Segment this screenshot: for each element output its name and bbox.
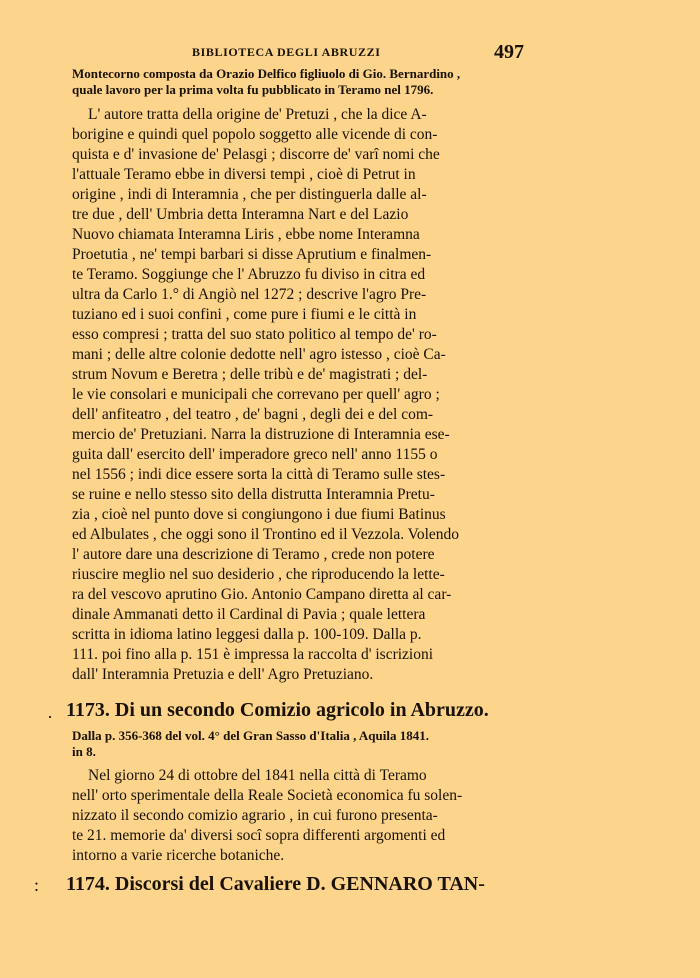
paragraph-line: ed Albulates , che oggi sono il Trontino ed il Vezzola. Volendo: [72, 526, 460, 543]
paragraph-line: Proetutia , ne' tempi barbari si disse Aprutium e finalmen-: [72, 246, 432, 263]
entry-source-line: in 8.: [72, 744, 96, 759]
running-head: BIBLIOTECA DEGLI ABRUZZI: [192, 45, 381, 59]
entry-1174-heading: [66, 872, 485, 896]
paragraph-line: guita dall' esercito dell' imperadore greco nell' anno 1155 o: [72, 446, 438, 463]
page-number: 497: [494, 41, 524, 63]
paragraph-line: ultra da Carlo 1.° di Angiò nel 1272 ; descrive l'agro Pre-: [72, 286, 427, 303]
paragraph-line: L' autore tratta della origine de' Pretuzi , che la dice A-: [88, 106, 427, 123]
paragraph-line: zia , cioè nel punto dove si congiungono i due fiumi Batinus: [72, 506, 446, 523]
entry-title: Di un secondo Comizio agricolo in Abruzzo.: [114, 699, 489, 721]
entry-source-line: Dalla p. 356-368 del vol. 4° del Gran Sasso d'Italia , Aquila 1841.: [72, 728, 429, 743]
entry-body-line: nell' orto sperimentale della Reale Società economica fu solen-: [72, 787, 463, 804]
paragraph-line: origine , indi di Interamnia , che per distinguerla dalle al-: [72, 186, 427, 203]
entry-body-line: nizzato il secondo comizio agrario , in cui furono presenta-: [72, 807, 438, 824]
paragraph-line: 111. poi fino alla p. 151 è impressa la raccolta d' iscrizioni: [72, 646, 434, 663]
entry-title: Discorsi del Cavaliere D. GENNARO TAN-: [114, 873, 485, 895]
paragraph-line: le vie consolari e municipali che correvano per quell' agro ;: [72, 386, 440, 403]
paragraph-line: esso compresi ; tratta del suo stato politico al tempo de' ro-: [72, 326, 437, 343]
page-header: [0, 41, 700, 65]
paragraph-line: quista e d' invasione de' Pelasgi ; discorre de' varî nomi che: [72, 146, 440, 163]
paragraph-line: mani ; delle altre colonie dedotte nell' agro istesso , cioè Ca-: [72, 346, 446, 363]
paragraph-line: tuziano ed i suoi confini , come pure i fiumi e le città in: [72, 306, 417, 323]
paragraph-line: tre due , dell' Umbria detta Interamna Nart e del Lazio: [72, 206, 409, 223]
entry-1173-heading: [66, 698, 489, 722]
paragraph-line: dall' Interamnia Pretuzia e dell' Agro Pretuziano.: [72, 666, 374, 683]
paragraph-line: l' autore dare una descrizione di Teramo , crede non potere: [72, 546, 435, 563]
paragraph-line: dinale Ammanati detto il Cardinal di Pavia ; quale lettera: [72, 606, 426, 623]
margin-dot: :: [34, 875, 40, 895]
paragraph-line: mercio de' Pretuziani. Narra la distruzione di Interamnia ese-: [72, 426, 450, 443]
entry-body-line: Nel giorno 24 di ottobre del 1841 nella città di Teramo: [88, 767, 427, 784]
entry-body-line: te 21. memorie da' diversi socî sopra differenti argomenti ed: [72, 827, 446, 844]
paragraph-line: te Teramo. Soggiunge che l' Abruzzo fu diviso in citra ed: [72, 266, 426, 283]
paragraph-line: Nuovo chiamata Interamna Liris , ebbe nome Interamna: [72, 226, 420, 243]
paragraph-line: scritta in idioma latino leggesi dalla p. 100-109. Dalla p.: [72, 626, 422, 643]
paragraph-line: se ruine e nello stesso sito della distrutta Interamnia Pretu-: [72, 486, 435, 503]
entry-body-line: intorno a varie ricerche botaniche.: [72, 847, 285, 864]
entry-number: 1174.: [66, 873, 110, 895]
margin-dot: ·: [47, 707, 53, 727]
intro-line: quale lavoro per la prima volta fu pubblicato in Teramo nel 1796.: [72, 82, 434, 97]
paragraph-line: strum Novum e Beretra ; delle tribù e de' magistrati ; del-: [72, 366, 428, 383]
entry-number: 1173.: [66, 699, 110, 721]
paragraph-line: ra del vescovo aprutino Gio. Antonio Campano diretta al car-: [72, 586, 452, 603]
paragraph-line: dell' anfiteatro , del teatro , de' bagni , degli dei e del com-: [72, 406, 434, 423]
intro-line: Montecorno composta da Orazio Delfico figliuolo di Gio. Bernardino ,: [72, 66, 461, 81]
paragraph-line: nel 1556 ; indi dice essere sorta la città di Teramo sulle stes-: [72, 466, 446, 483]
paragraph-line: l'attuale Teramo ebbe in diversi tempi , cioè di Petrut in: [72, 166, 416, 183]
paragraph-line: borigine e quindi quel popolo soggetto alle vicende di con-: [72, 126, 438, 143]
paragraph-line: riuscire meglio nel suo desiderio , che riproducendo la lette-: [72, 566, 445, 583]
